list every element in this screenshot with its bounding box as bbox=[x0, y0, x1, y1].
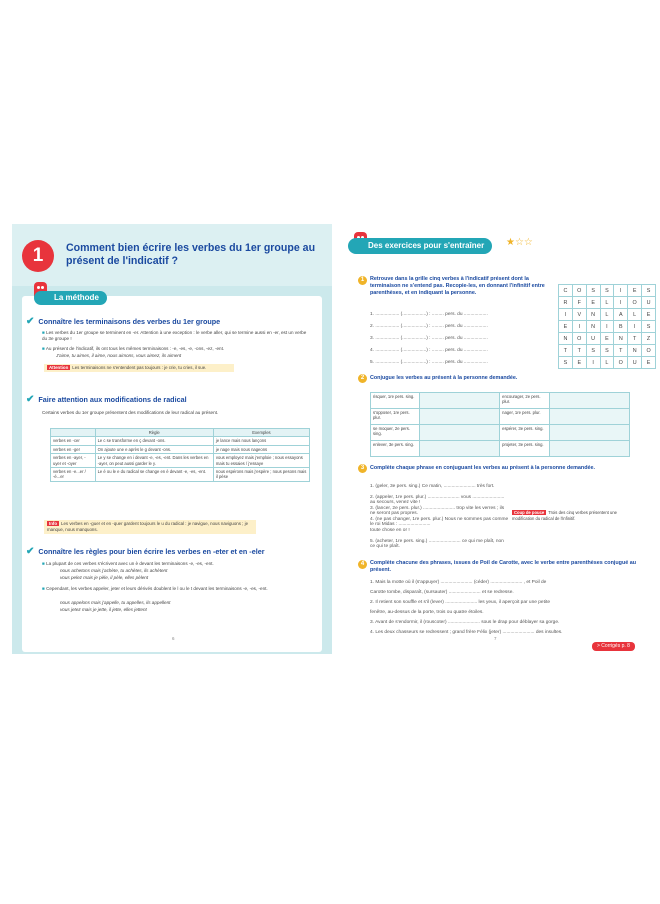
grid-letter[interactable]: I bbox=[572, 321, 586, 333]
answer-field[interactable] bbox=[550, 409, 630, 425]
grid-letter[interactable]: S bbox=[559, 357, 573, 369]
table-cell: nous espérons mais j'espère ; nous pesons mais il pèse bbox=[213, 468, 309, 482]
exercise-line[interactable]: 3. (lancer, 2e pers. plur.) ........................ trop vite les verres ; ils ne seront pas propres. bbox=[370, 506, 505, 516]
info-text: Les verbes en -guer et en -quer gardent toujours le u du radical : je navigue, nous naviguons ; je manque, nous manquons. bbox=[47, 521, 249, 532]
answer-field[interactable] bbox=[420, 441, 500, 457]
grid-letter[interactable]: I bbox=[559, 309, 573, 321]
paragraph: ■ La plupart de ces verbes s'écrivent avec un è devant les terminaisons -e, -es, -ent. bbox=[42, 561, 214, 566]
exercise-line[interactable]: 3. Avant de s'endormir, il (rouscoter) ........................ sous le drap pour déblayer sa gorge. bbox=[370, 620, 560, 625]
warning-text: Les terminaisons ne s'entendent pas toujours : je crie, tu cries, il sue. bbox=[72, 365, 207, 370]
exercise-line[interactable]: 2. (appeler, 1re pers. plur.) ........................ vous ........................ au secours, venez vite ! bbox=[370, 495, 505, 505]
answer-field[interactable] bbox=[420, 409, 500, 425]
grid-letter[interactable]: I bbox=[614, 297, 628, 309]
table-row bbox=[51, 437, 310, 445]
exercise-line[interactable]: 2. .................. (..................) : ......... pers. du .................. bbox=[370, 324, 488, 329]
chapter-number: 1 bbox=[22, 240, 54, 272]
exercise-question: Conjugue les verbes au présent à la personne demandée. bbox=[370, 375, 518, 381]
grid-letter[interactable]: E bbox=[628, 285, 642, 297]
paragraph: ■ Cependant, les verbes appeler, jeter et leurs dérivés doublent le l ou le t devant les terminaisons -e, -es, -ent. bbox=[42, 586, 268, 591]
paragraph-text: Au présent de l'indicatif, ils ont tous les mêmes terminaisons : -e, -es, -e, -ons, -ez, -ent. bbox=[45, 346, 225, 351]
exercises-label: Des exercices pour s'entraîner bbox=[348, 238, 492, 254]
warning-box bbox=[44, 364, 234, 372]
grid-row bbox=[559, 285, 656, 297]
grid-letter[interactable]: R bbox=[559, 297, 573, 309]
table-cell: verbes en -ger bbox=[51, 445, 96, 453]
grid-letter[interactable]: F bbox=[572, 297, 586, 309]
grid-letter[interactable]: S bbox=[586, 345, 600, 357]
exercise-line[interactable]: fenêtre, au-dessus de la porte, trois ou quatre étoiles. bbox=[370, 610, 484, 615]
conjugation-prompt: enlever, 3e pers. sing. bbox=[371, 441, 420, 457]
grid-letter[interactable]: N bbox=[614, 333, 628, 345]
method-label: La méthode bbox=[34, 291, 107, 305]
exercise-question: Retrouve dans la grille cinq verbes à l'indicatif présent dont la terminaison ne s'entend pas. Recopie-les, en donnant l'infinitif entre parenthèses, et en indiquant la personne. bbox=[370, 276, 545, 296]
grid-letter[interactable]: E bbox=[559, 321, 573, 333]
example-text: J'aime, tu aimes, il aime, nous aimons, vous aimez, ils aiment bbox=[56, 353, 182, 358]
section-title-text: Connaître les règles pour bien écrire les verbes en -eter et en -eler bbox=[38, 547, 265, 556]
grid-letter[interactable]: T bbox=[628, 333, 642, 345]
conjugation-row bbox=[371, 393, 630, 409]
section-title-text: Faire attention aux modifications de radical bbox=[38, 395, 187, 404]
grid-letter[interactable]: L bbox=[600, 309, 614, 321]
paragraph-text: La plupart de ces verbes s'écrivent avec un è devant les terminaisons -e, -es, -ent. bbox=[46, 561, 214, 566]
example-text: vous jetez mais je jette, il jette, elles jettent bbox=[60, 607, 147, 612]
grid-letter[interactable]: O bbox=[642, 345, 656, 357]
grid-letter[interactable]: O bbox=[614, 357, 628, 369]
conjugation-table bbox=[370, 392, 630, 457]
grid-letter[interactable]: I bbox=[586, 357, 600, 369]
grid-row bbox=[559, 321, 656, 333]
grid-letter[interactable]: N bbox=[628, 345, 642, 357]
check-icon: ✔ bbox=[26, 316, 35, 327]
grid-row bbox=[559, 333, 656, 345]
section-eter-eler-title bbox=[26, 546, 265, 557]
example-text: nous achetons mais j'achète, tu achètes, ils achètent bbox=[60, 568, 168, 573]
chapter-title: Comment bien écrire les verbes du 1er groupe au présent de l'indicatif ? bbox=[66, 242, 316, 267]
grid-row bbox=[559, 357, 656, 369]
paragraph: Certains verbes du 1er groupe présentent des modifications de leur radical au présent. bbox=[42, 410, 219, 415]
answer-field[interactable] bbox=[550, 425, 630, 441]
book-spread bbox=[12, 224, 656, 654]
section-radical-title bbox=[26, 394, 187, 405]
table-cell: vous employez mais j'emploie ; nous essayons mais tu essaies / j'essaye bbox=[213, 454, 309, 468]
grid-row bbox=[559, 297, 656, 309]
grid-letter[interactable]: S bbox=[642, 321, 656, 333]
conjugation-prompt: nager, 1re pers. plur. bbox=[500, 409, 550, 425]
corriges-link[interactable]: > Corrigés p. 8 bbox=[592, 642, 635, 651]
conjugation-row bbox=[371, 425, 630, 441]
grid-letter[interactable]: O bbox=[572, 285, 586, 297]
exercise-line[interactable]: Carotte tombe, disparaît, (sursauter) ........................ et se redresse. bbox=[370, 590, 514, 595]
grid-letter[interactable]: E bbox=[600, 333, 614, 345]
page-number-left: 6 bbox=[172, 636, 175, 641]
grid-letter[interactable]: T bbox=[614, 345, 628, 357]
grid-letter[interactable]: U bbox=[586, 333, 600, 345]
table-header bbox=[51, 429, 96, 437]
grid-letter[interactable]: U bbox=[628, 357, 642, 369]
exercise-line[interactable]: 2. Il retient son souffle et s'il (lever) ........................ les yeux, il aperçoit par une petite bbox=[370, 600, 550, 605]
exercise-number: 1 bbox=[358, 276, 367, 285]
conjugation-prompt: espérer, 3e pers. sing. bbox=[500, 425, 550, 441]
example-text: vous pelez mais je pèle, il pèle, elles pèlent bbox=[60, 575, 149, 580]
exercise-line[interactable]: 4. (ne pas changer, 1re pers. plur.) Nous ne sommes pas comme le roi Midas : ........................ bbox=[370, 517, 509, 527]
hint-box bbox=[512, 510, 632, 521]
table-header: Règle bbox=[95, 429, 213, 437]
grid-letter[interactable]: E bbox=[572, 357, 586, 369]
table-cell: verbes en -cer bbox=[51, 437, 96, 445]
grid-letter[interactable]: O bbox=[572, 333, 586, 345]
exercise-line[interactable]: toute chose en or ! bbox=[370, 528, 410, 533]
exercise-line[interactable]: 3. .................. (..................) : ......... pers. du .................. bbox=[370, 336, 488, 341]
exercise-question: Complète chacune des phrases, issues de Poil de Carotte, avec le verbe entre parenthèses conjugué au présent. bbox=[370, 560, 637, 573]
grid-letter[interactable]: E bbox=[642, 357, 656, 369]
grid-letter[interactable]: Z bbox=[642, 333, 656, 345]
table-header: Exemples bbox=[213, 429, 309, 437]
section-terminations-title bbox=[26, 316, 220, 327]
conjugation-prompt: risquer, 1re pers. sing. bbox=[371, 393, 420, 409]
grid-letter[interactable]: L bbox=[600, 357, 614, 369]
hint-tag: Coup de pouce bbox=[514, 510, 545, 515]
conjugation-prompt: encourager, 2e pers. plur. bbox=[500, 393, 550, 409]
grid-letter[interactable]: T bbox=[559, 345, 573, 357]
grid-letter[interactable]: I bbox=[614, 285, 628, 297]
grid-row bbox=[559, 309, 656, 321]
page-number-right: 7 bbox=[494, 636, 497, 641]
word-search-grid bbox=[558, 284, 656, 369]
exercise-line[interactable]: 4. Les deux chasseurs se redressent ; grand frère Félix (jeter) ........................ des insultes. bbox=[370, 630, 563, 635]
table-cell: je lance mais nous lançons bbox=[213, 437, 309, 445]
grid-letter[interactable]: T bbox=[572, 345, 586, 357]
table-cell: Le é ou le e du radical se change en è devant -e, -es, -ent. bbox=[95, 468, 213, 482]
exercise-line[interactable]: 1. (geler, 3e pers. sing.) Ce matin, ........................ très fort. bbox=[370, 484, 495, 489]
paragraph: ■ Au présent de l'indicatif, ils ont tous les mêmes terminaisons : -e, -es, -e, -ons, -ez, -ent. bbox=[42, 346, 225, 351]
grid-letter[interactable]: L bbox=[628, 309, 642, 321]
info-box bbox=[44, 520, 256, 534]
grid-letter[interactable]: C bbox=[559, 285, 573, 297]
info-tag: Info bbox=[49, 521, 58, 526]
table-cell: Le y se change en i devant -e, -es, -ent. Dans les verbes en -ayer, on peut aussi garder le y. bbox=[95, 454, 213, 468]
warning-tag: Attention bbox=[49, 365, 69, 370]
check-icon: ✔ bbox=[26, 546, 35, 557]
paragraph: ■ Les verbes du 1er groupe se terminent en -er. Attention à une exception : le verbe aller, qui se termine aussi en -er, est un verbe du 3e groupe ! bbox=[42, 330, 307, 342]
conjugation-row bbox=[371, 409, 630, 425]
grid-letter[interactable]: S bbox=[642, 285, 656, 297]
grid-letter[interactable]: I bbox=[628, 321, 642, 333]
grid-letter[interactable]: S bbox=[600, 285, 614, 297]
grid-letter[interactable]: L bbox=[600, 297, 614, 309]
exercise-line[interactable]: 1. .................. (..................) : ......... pers. du .................. bbox=[370, 312, 488, 317]
grid-letter[interactable]: V bbox=[572, 309, 586, 321]
conjugation-prompt: se moquer, 2e pers. sing. bbox=[371, 425, 420, 441]
table-cell: verbes en -e...er / -é...er bbox=[51, 468, 96, 482]
conjugation-prompt: projeter, 3e pers. sing. bbox=[500, 441, 550, 457]
grid-letter[interactable]: N bbox=[559, 333, 573, 345]
table-row bbox=[51, 468, 310, 482]
conjugation-row bbox=[371, 441, 630, 457]
difficulty-stars: ★☆☆ bbox=[506, 237, 533, 248]
example-text: nous appelons mais j'appelle, tu appelles, ils appellent bbox=[60, 600, 171, 605]
grid-letter[interactable]: B bbox=[614, 321, 628, 333]
table-cell: je nage mais nous nageons bbox=[213, 445, 309, 453]
answer-field[interactable] bbox=[420, 425, 500, 441]
right-page bbox=[334, 224, 656, 654]
grid-letter[interactable]: E bbox=[586, 297, 600, 309]
check-icon: ✔ bbox=[26, 394, 35, 405]
table-row bbox=[51, 445, 310, 453]
exercise-line[interactable]: 5. .................. (..................) : ......... pers. du .................. bbox=[370, 360, 488, 365]
table-cell: On ajoute une e après le g devant -ons. bbox=[95, 445, 213, 453]
grid-letter[interactable]: S bbox=[600, 345, 614, 357]
paragraph-text: Les verbes du 1er groupe se terminent en -er. Attention à une exception : le verbe aller, qui se termine aussi en -er, est un verbe du 3e groupe ! bbox=[42, 330, 307, 342]
grid-letter[interactable]: N bbox=[586, 309, 600, 321]
exercise-question: Complète chaque phrase en conjuguant les verbes au présent à la personne demandée. bbox=[370, 465, 595, 471]
grid-letter[interactable]: U bbox=[642, 297, 656, 309]
grid-letter[interactable]: S bbox=[586, 285, 600, 297]
grid-letter[interactable]: I bbox=[600, 321, 614, 333]
exercise-number: 4 bbox=[358, 560, 367, 569]
answer-field[interactable] bbox=[550, 441, 630, 457]
grid-row bbox=[559, 345, 656, 357]
exercise-number: 3 bbox=[358, 464, 367, 473]
grid-letter[interactable]: O bbox=[628, 297, 642, 309]
conjugation-prompt: s'opposer, 1re pers. plur. bbox=[371, 409, 420, 425]
radical-rules-table bbox=[50, 428, 310, 482]
hint-text: Trois des cinq verbes présentent une modification du radical de l'infinitif. bbox=[512, 510, 617, 521]
grid-letter[interactable]: N bbox=[586, 321, 600, 333]
exercise-line[interactable]: 5. (acheter, 1re pers. sing.) ........................ ce qui me plaît, non ce qui te plaît. bbox=[370, 539, 504, 549]
exercise-line[interactable]: 1. Mais la motte où il (s'appuyer) ........................ (céder) ........................ , et Poil de bbox=[370, 580, 547, 585]
exercise-number: 2 bbox=[358, 374, 367, 383]
table-cell: verbes en -ayer, -uyer et -oyer bbox=[51, 454, 96, 468]
grid-letter[interactable]: A bbox=[614, 309, 628, 321]
answer-field[interactable] bbox=[420, 393, 500, 409]
table-row bbox=[51, 454, 310, 468]
section-title-text: Connaître les terminaisons des verbes du 1er groupe bbox=[38, 317, 221, 326]
paragraph-text: Cependant, les verbes appeler, jeter et leurs dérivés doublent le l ou le t devant les terminaisons -e, -es, -ent. bbox=[46, 586, 268, 591]
left-page bbox=[12, 224, 332, 654]
exercise-line[interactable]: 4. .................. (..................) : ......... pers. du .................. bbox=[370, 348, 488, 353]
table-cell: Le c se transforme en ç devant -ons. bbox=[95, 437, 213, 445]
answer-field[interactable] bbox=[550, 393, 630, 409]
grid-letter[interactable]: E bbox=[642, 309, 656, 321]
